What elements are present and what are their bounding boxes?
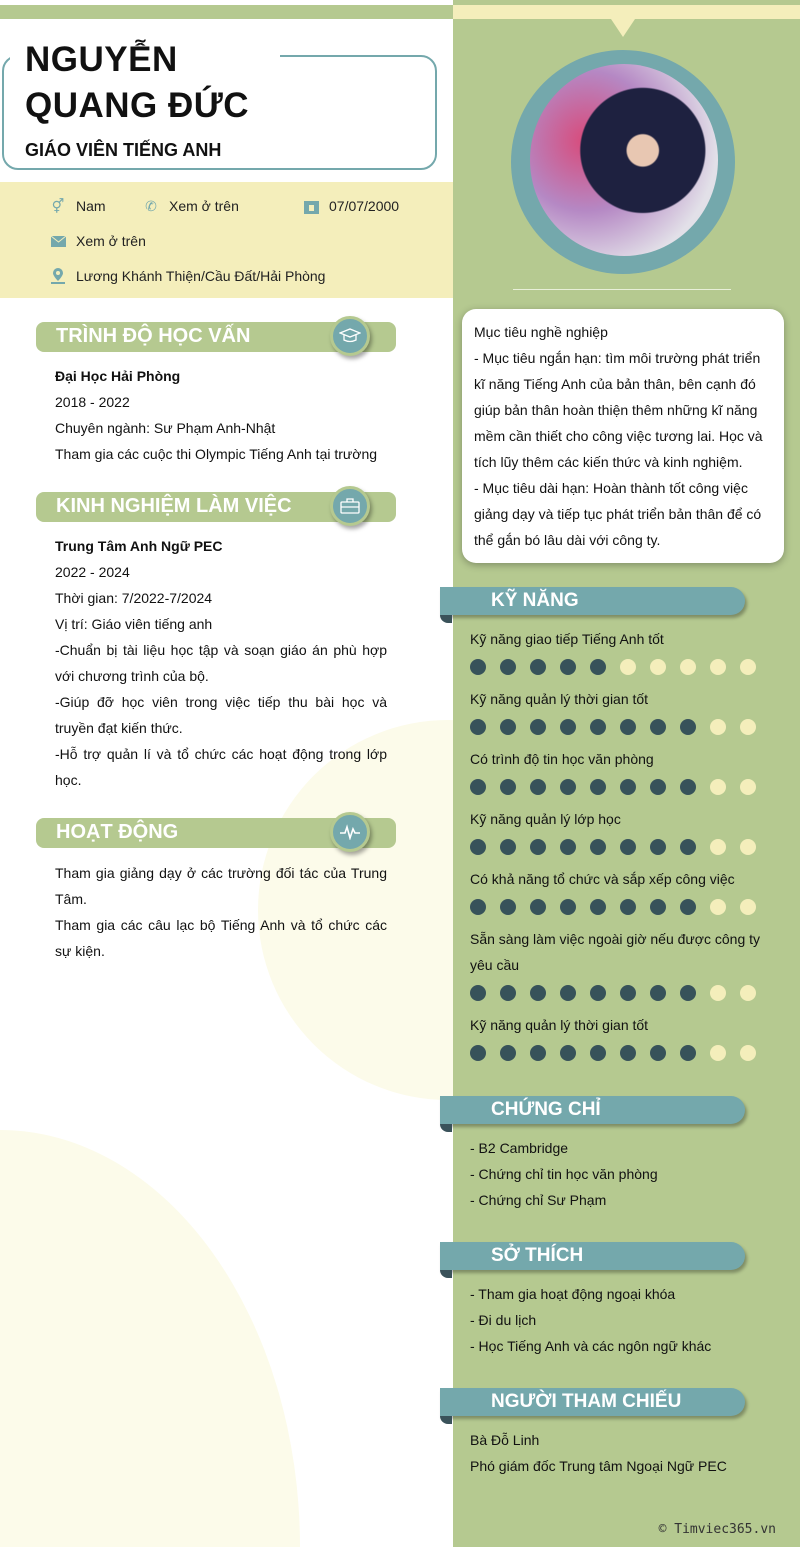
education-years: 2018 - 2022: [55, 394, 130, 410]
rating-dot: [620, 659, 636, 675]
rating-dot: [590, 719, 606, 735]
rating-dot: [650, 719, 666, 735]
rating-dot: [680, 779, 696, 795]
skill-name: Kỹ năng quản lý thời gian tốt: [470, 691, 649, 707]
email-item: [50, 233, 146, 249]
triangle-decoration: [611, 19, 635, 37]
calendar-icon: [303, 198, 319, 214]
rating-dot: [560, 779, 576, 795]
experience-period: Thời gian: 7/2022-7/2024: [55, 590, 213, 606]
rating-dot: [530, 839, 546, 855]
candidate-name: [25, 37, 425, 129]
duty-item: -Chuẩn bị tài liệu học tập và soạn giáo án phù hợp với chương trình của bộ.: [55, 642, 387, 684]
rating-dot: [650, 659, 666, 675]
certificates-list: [470, 1135, 782, 1213]
school-name: Đại Học Hải Phòng: [55, 368, 181, 384]
career-objective: [462, 309, 784, 563]
rating-dot: [590, 659, 606, 675]
section-header-skills: [440, 587, 745, 615]
hobbies-list: [470, 1281, 782, 1359]
ribbon-fold: [440, 1124, 452, 1132]
rating-dot: [620, 899, 636, 915]
skills-list: [470, 626, 782, 1072]
rating-dot: [500, 985, 516, 1001]
certificate-item: - B2 Cambridge: [470, 1140, 569, 1156]
experience-content: [55, 533, 387, 793]
skill-rating: [470, 712, 782, 742]
avatar: [530, 64, 718, 256]
rating-dot: [740, 839, 756, 855]
section-header-certificates: [440, 1096, 745, 1124]
rating-dot: [650, 985, 666, 1001]
rating-dot: [530, 985, 546, 1001]
rating-dot: [680, 1045, 696, 1061]
rating-dot: [500, 779, 516, 795]
rating-dot: [560, 719, 576, 735]
section-title: CHỨNG CHỈ: [491, 1099, 601, 1120]
birthday: 07/07/2000: [329, 198, 400, 214]
graduation-cap-icon: [330, 316, 370, 356]
spacer: [470, 1068, 782, 1072]
activity-item: Tham gia giảng dạy ở các trường đối tác của Trung Tâm.: [55, 865, 387, 907]
rating-dot: [530, 899, 546, 915]
section-header-activities: [36, 818, 396, 848]
rating-dot: [560, 839, 576, 855]
rating-dot: [710, 659, 726, 675]
rating-dot: [710, 839, 726, 855]
education-major: Chuyên ngành: Sư Phạm Anh-Nhật: [55, 420, 276, 436]
rating-dot: [500, 899, 516, 915]
rating-dot: [680, 899, 696, 915]
rating-dot: [620, 719, 636, 735]
gender-icon: ⚥: [51, 197, 65, 214]
rating-dot: [500, 839, 516, 855]
rating-dot: [710, 985, 726, 1001]
rating-dot: [740, 985, 756, 1001]
location-icon: [50, 268, 66, 284]
rating-dot: [470, 719, 486, 735]
hobby-item: - Tham gia hoạt động ngoại khóa: [470, 1286, 676, 1302]
duty-item: -Hỗ trợ quản lí và tổ chức các hoạt động trong lớp học.: [55, 746, 387, 788]
rating-dot: [530, 779, 546, 795]
certificate-item: - Chứng chỉ Sư Phạm: [470, 1192, 607, 1208]
rating-dot: [560, 659, 576, 675]
rating-dot: [530, 1045, 546, 1061]
address: Lương Khánh Thiện/Cầu Đất/Hải Phòng: [76, 268, 326, 284]
section-header-experience: [36, 492, 396, 522]
rating-dot: [680, 719, 696, 735]
rating-dot: [560, 1045, 576, 1061]
objective-short-term: - Mục tiêu ngắn hạn: tìm môi trường phát triển kĩ năng Tiếng Anh của bản thân, bên cạnh đó giúp bản thân hoàn thiện thêm những kĩ năng mềm cần thiết cho công việc tương lai. Học và tích lũy thêm các kiến thức và kinh nghiệm.: [474, 350, 763, 470]
experience-years: 2022 - 2024: [55, 564, 130, 580]
rating-dot: [530, 719, 546, 735]
skill-rating: [470, 978, 782, 1008]
rating-dot: [500, 659, 516, 675]
section-header-hobbies: [440, 1242, 745, 1270]
rating-dot: [500, 1045, 516, 1061]
rating-dot: [740, 779, 756, 795]
phone: Xem ở trên: [169, 198, 239, 214]
skill-rating: [470, 772, 782, 802]
rating-dot: [650, 1045, 666, 1061]
envelope-icon: [50, 233, 66, 249]
phone-item: [143, 198, 239, 214]
rating-dot: [740, 899, 756, 915]
rating-dot: [500, 719, 516, 735]
section-title: SỞ THÍCH: [491, 1245, 584, 1266]
rating-dot: [710, 719, 726, 735]
rating-dot: [740, 659, 756, 675]
rating-dot: [470, 779, 486, 795]
section-title: TRÌNH ĐỘ HỌC VẤN: [56, 325, 251, 347]
rating-dot: [710, 899, 726, 915]
skill-name: Sẵn sàng làm việc ngoài giờ nếu được công ty yêu cầu: [470, 931, 761, 973]
rating-dot: [470, 985, 486, 1001]
section-title: NGƯỜI THAM CHIẾU: [491, 1391, 682, 1412]
duty-item: -Giúp đỡ học viên trong việc tiếp thu bài học và truyền đạt kiến thức.: [55, 694, 387, 736]
rating-dot: [470, 899, 486, 915]
birthday-item: [303, 198, 399, 214]
rating-dot: [680, 839, 696, 855]
rating-dot: [470, 839, 486, 855]
rating-dot: [470, 659, 486, 675]
rating-dot: [530, 659, 546, 675]
objective-title: Mục tiêu nghề nghiệp: [474, 324, 608, 340]
phone-icon: ✆: [145, 197, 157, 214]
skill-name: Kỹ năng giao tiếp Tiếng Anh tốt: [470, 631, 664, 647]
rating-dot: [620, 985, 636, 1001]
footer-watermark: © Timviec365.vn: [658, 1522, 776, 1537]
top-bar: [453, 5, 800, 19]
education-note: Tham gia các cuộc thi Olympic Tiếng Anh tại trường: [55, 446, 378, 462]
ribbon-fold: [440, 1270, 452, 1278]
gender: Nam: [76, 198, 106, 214]
skill-rating: [470, 1038, 782, 1068]
rating-dot: [620, 779, 636, 795]
briefcase-icon: [330, 486, 370, 526]
hobby-item: - Đi du lịch: [470, 1312, 537, 1328]
skill-name: Kỹ năng quản lý lớp học: [470, 811, 621, 827]
section-title: KỸ NĂNG: [491, 590, 579, 611]
rating-dot: [590, 839, 606, 855]
ribbon-fold: [440, 615, 452, 623]
decorative-circle: [0, 1130, 300, 1547]
gender-item: [50, 198, 106, 214]
rating-dot: [620, 839, 636, 855]
divider: [513, 289, 731, 290]
skill-rating: [470, 832, 782, 862]
section-title: HOẠT ĐỘNG: [56, 821, 179, 843]
objective-long-term: - Mục tiêu dài hạn: Hoàn thành tốt công việc giảng dạy và tiếp tục phát triển bản thân để có thể gắn bó lâu dài với công ty.: [474, 480, 762, 548]
rating-dot: [620, 1045, 636, 1061]
rating-dot: [590, 985, 606, 1001]
section-header-references: [440, 1388, 745, 1416]
activities-content: [55, 860, 387, 964]
job-title: GIÁO VIÊN TIẾNG ANH: [25, 140, 222, 160]
section-title: KINH NGHIỆM LÀM VIỆC: [56, 495, 292, 517]
rating-dot: [560, 899, 576, 915]
rating-dot: [590, 1045, 606, 1061]
references-content: [470, 1427, 782, 1479]
rating-dot: [470, 1045, 486, 1061]
skill-name: Có trình độ tin học văn phòng: [470, 751, 654, 767]
rating-dot: [650, 839, 666, 855]
heartbeat-icon: [330, 812, 370, 852]
rating-dot: [680, 985, 696, 1001]
rating-dot: [590, 779, 606, 795]
email: Xem ở trên: [76, 233, 146, 249]
certificate-item: - Chứng chỉ tin học văn phòng: [470, 1166, 658, 1182]
rating-dot: [740, 719, 756, 735]
skill-name: Kỹ năng quản lý thời gian tốt: [470, 1017, 649, 1033]
skill-rating: [470, 652, 782, 682]
education-content: [55, 363, 387, 467]
name-line: NGUYỄN: [25, 40, 178, 79]
skill-rating: [470, 892, 782, 922]
top-bar: [0, 5, 453, 19]
reference-role: Phó giám đốc Trung tâm Ngoại Ngữ PEC: [470, 1458, 727, 1474]
rating-dot: [740, 1045, 756, 1061]
contact-info: [0, 182, 453, 298]
address-item: [50, 268, 325, 284]
rating-dot: [590, 899, 606, 915]
name-line: QUANG ĐỨC: [25, 86, 250, 125]
experience-position: Vị trí: Giáo viên tiếng anh: [55, 616, 213, 632]
rating-dot: [680, 659, 696, 675]
company-name: Trung Tâm Anh Ngữ PEC: [55, 538, 223, 554]
rating-dot: [560, 985, 576, 1001]
reference-name: Bà Đỗ Linh: [470, 1432, 540, 1448]
rating-dot: [710, 779, 726, 795]
skill-name: Có khả năng tổ chức và sắp xếp công việc: [470, 871, 735, 887]
rating-dot: [650, 899, 666, 915]
rating-dot: [710, 1045, 726, 1061]
rating-dot: [650, 779, 666, 795]
activity-item: Tham gia các câu lạc bộ Tiếng Anh và tổ chức các sự kiện.: [55, 917, 387, 959]
section-header-education: [36, 322, 396, 352]
ribbon-fold: [440, 1416, 452, 1424]
hobby-item: - Học Tiếng Anh và các ngôn ngữ khác: [470, 1338, 712, 1354]
